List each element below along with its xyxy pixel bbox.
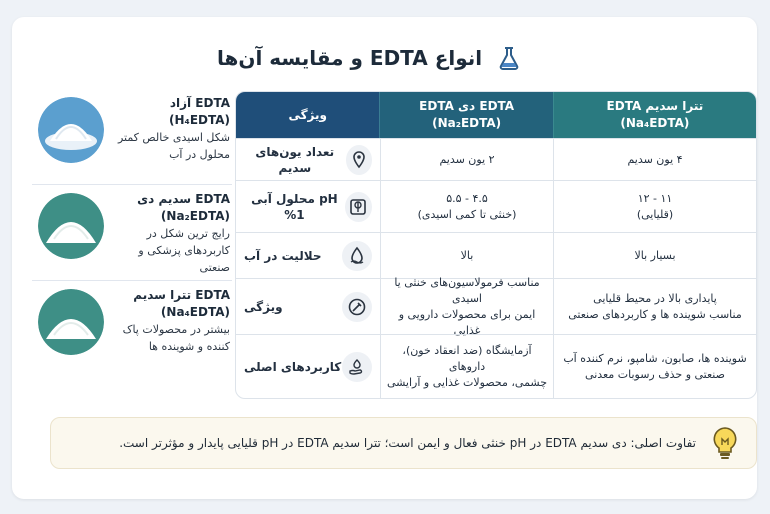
page-header: [217, 45, 522, 71]
flask-icon: [496, 45, 522, 71]
table-header: [236, 92, 756, 138]
table-cell-note: چشمی، محصولات غذایی و آرایشی: [386, 376, 548, 389]
sidebar-item-disodium-edta: [32, 185, 232, 281]
table-cell-note: صنعتی و حذف رسوبات معدنی: [585, 368, 725, 381]
powder-image: [38, 97, 104, 163]
table-cell-note: (قلیایی): [636, 208, 674, 221]
column-header-feature: ویژگی: [236, 92, 379, 138]
ph-icon: [345, 192, 372, 222]
table-cell: ۲ یون سدیم: [439, 153, 495, 166]
table-cell: پایداری بالا در محیط قلیایی: [593, 292, 717, 305]
key-difference-note: [50, 417, 757, 469]
table-cell: مناسب فرمولاسیون‌های خنثی یا اسیدی: [394, 276, 540, 305]
table-cell-note: مناسب شوینده ها و کاربردهای صنعتی: [568, 308, 742, 321]
edta-types-sidebar: [32, 89, 232, 376]
row-label: کاربردهای اصلی: [244, 360, 342, 374]
page-title: انواع EDTA و مقایسه آن‌ها: [217, 46, 483, 70]
table-cell: آزمایشگاه (ضد انعقاد خون)، داروهای: [402, 344, 532, 373]
powder-image: [38, 289, 104, 355]
sidebar-item-desc: رایج ترین شکل در کاربردهای پزشکی و صنعتی: [138, 227, 230, 274]
lightbulb-icon: [708, 425, 742, 461]
table-row: [236, 278, 756, 335]
sodium-icon: [346, 145, 372, 175]
table-row: [236, 334, 756, 399]
row-label: ویژگی: [244, 300, 283, 314]
table-row: [236, 138, 756, 181]
sidebar-item-title: EDTA تترا سدیم (Na₄EDTA): [133, 288, 230, 319]
column-header-tetrasodium: تترا سدیم EDTA (Na₄EDTA): [553, 92, 756, 138]
row-label: حلالیت در آب: [244, 249, 322, 263]
sidebar-item-desc: بیشتر در محصولات پاک کننده و شوینده ها: [122, 323, 230, 353]
powder-image: [38, 193, 104, 259]
table-row: [236, 180, 756, 233]
table-cell-note: (خنثی تا کمی اسیدی): [417, 208, 517, 221]
table-row: [236, 232, 756, 279]
sidebar-item-free-edta: [32, 89, 232, 185]
table-cell: بالا: [460, 249, 474, 262]
main-card: [12, 17, 757, 499]
sidebar-item-title: EDTA آزاد (H₄EDTA): [169, 96, 230, 127]
table-cell: شوینده ها، صابون، شامپو، نرم کننده آب: [563, 352, 747, 365]
column-header-disodium: EDTA دی EDTA (Na₂EDTA): [379, 92, 552, 138]
sidebar-item-tetrasodium-edta: [32, 281, 232, 376]
table-cell-note: ایمن برای محصولات دارویی و غذایی: [398, 308, 536, 337]
comparison-table: [235, 91, 757, 399]
row-label: pH محلول آبی 1%: [251, 192, 338, 222]
row-label: تعداد یون‌های سدیم: [255, 145, 335, 175]
water-drop-icon: [342, 241, 372, 271]
table-cell: ۴.۵ - ۵.۵: [446, 192, 488, 205]
table-cell: ۴ یون سدیم: [627, 153, 683, 166]
sidebar-item-title: EDTA سدیم دی (Na₂EDTA): [137, 192, 230, 223]
hand-icon: [342, 352, 372, 382]
feature-icon: [342, 292, 372, 322]
table-cell: بسیار بالا: [634, 249, 676, 262]
table-cell: ۱۱ - ۱۲: [637, 192, 673, 205]
sidebar-item-desc: شکل اسیدی خالص کمتر محلول در آب: [117, 131, 230, 161]
note-text: تفاوت اصلی: دی سدیم EDTA در pH خنثی فعال و ایمن است؛ تترا سدیم EDTA در pH قلیایی پایدار و مؤثرتر است.: [119, 436, 696, 450]
